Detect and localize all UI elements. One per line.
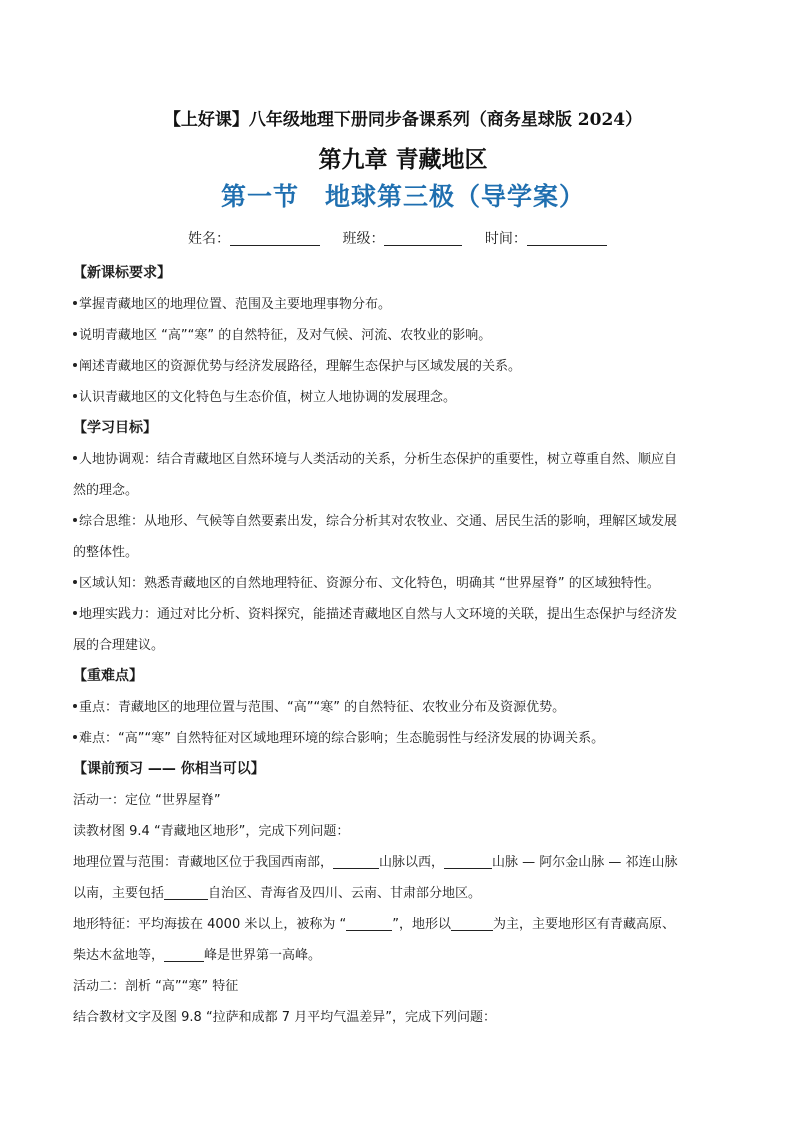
bullet-icon [73,363,77,367]
objective-item: 综合思维：从地形、气候等自然要素出发，综合分析其对农牧业、交通、居民生活的影响，理解区域发展 [73,506,733,537]
name-label: 姓名： [188,231,230,247]
objective-item: 区域认知：熟悉青藏地区的自然地理特征、资源分布、文化特色，明确其 “世界屋脊” 的区域独特性。 [73,568,733,599]
bullet-icon [73,332,77,336]
answer-blank[interactable] [444,855,492,869]
bullet-icon [73,580,77,584]
bullet-icon [73,394,77,398]
chapter-title: 第九章 青藏地区 [318,147,488,173]
curriculum-heading: 【新课标要求】 [73,265,171,281]
activity-two-instruction: 结合教材文字及图 9.8 “拉萨和成都 7 月平均气温差异”，完成下列问题： [73,1010,496,1025]
curriculum-item: 掌握青藏地区的地理位置、范围及主要地理事物分布。 [73,289,733,320]
objective-item-continued: 的整体性。 [73,545,139,560]
objective-item-continued: 展的合理建议。 [73,638,165,653]
student-info-row [188,228,607,248]
curriculum-item: 阐述青藏地区的资源优势与经济发展路径，理解生态保护与区域发展的关系。 [73,351,733,382]
focus-item: 重点：青藏地区的地理位置与范围、“高”“寒” 的自然特征、农牧业分布及资源优势。 [73,692,733,723]
series-title: 【上好课】八年级地理下册同步备课系列（商务星球版 2024） [163,110,643,130]
answer-blank[interactable] [451,917,493,931]
objective-item-continued: 然的理念。 [73,483,139,498]
objectives-heading: 【学习目标】 [73,420,157,436]
objective-item: 人地协调观：结合青藏地区自然环境与人类活动的关系，分析生态保护的重要性，树立尊重自然、顺应自 [73,444,733,475]
section-title: 第一节 地球第三极（导学案） [220,182,585,211]
name-blank[interactable] [230,231,320,246]
key-points-heading: 【重难点】 [73,668,143,684]
bullet-icon [73,301,77,305]
answer-blank[interactable] [346,917,392,931]
activity-one-instruction: 读教材图 9.4 “青藏地区地形”，完成下列问题： [73,824,350,839]
curriculum-item: 说明青藏地区 “高”“寒” 的自然特征，及对气候、河流、农牧业的影响。 [73,320,733,351]
bullet-icon [73,704,77,708]
bullet-icon [73,518,77,522]
activity-two-title: 活动二：剖析 “高”“寒” 特征 [73,979,239,994]
activity-one-title: 活动一：定位 “世界屋脊” [73,793,221,808]
time-blank[interactable] [527,231,607,246]
location-question: 地理位置与范围：青藏地区位于我国西南部， 山脉以西， 山脉 — 阿尔金山脉 — 祁连山脉 [73,855,678,870]
curriculum-item: 认识青藏地区的文化特色与生态价值，树立人地协调的发展理念。 [73,382,733,413]
bullet-icon [73,456,77,460]
time-label: 时间： [484,231,527,247]
document-body [73,258,733,1033]
preview-heading: 【课前预习 —— 你相当可以】 [73,761,265,777]
terrain-question: 地形特征：平均海拔在 4000 米以上，被称为 “ ”，地形以 为主，主要地形区有青藏高原、 [73,917,675,932]
answer-blank[interactable] [164,886,208,900]
class-label: 班级： [342,231,385,247]
bullet-icon [73,611,77,615]
answer-blank[interactable] [333,855,379,869]
terrain-question-continued: 柴达木盆地等， 峰是世界第一高峰。 [73,948,322,963]
bullet-icon [73,735,77,739]
difficulty-item: 难点：“高”“寒” 自然特征对区域地理环境的综合影响；生态脆弱性与经济发展的协调关系。 [73,723,733,754]
location-question-continued: 以南，主要包括 自治区、青海省及四川、云南、甘肃部分地区。 [73,886,482,901]
objective-item: 地理实践力：通过对比分析、资料探究，能描述青藏地区自然与人文环境的关联，提出生态保护与经济发 [73,599,733,630]
class-blank[interactable] [384,231,462,246]
answer-blank[interactable] [164,948,204,962]
